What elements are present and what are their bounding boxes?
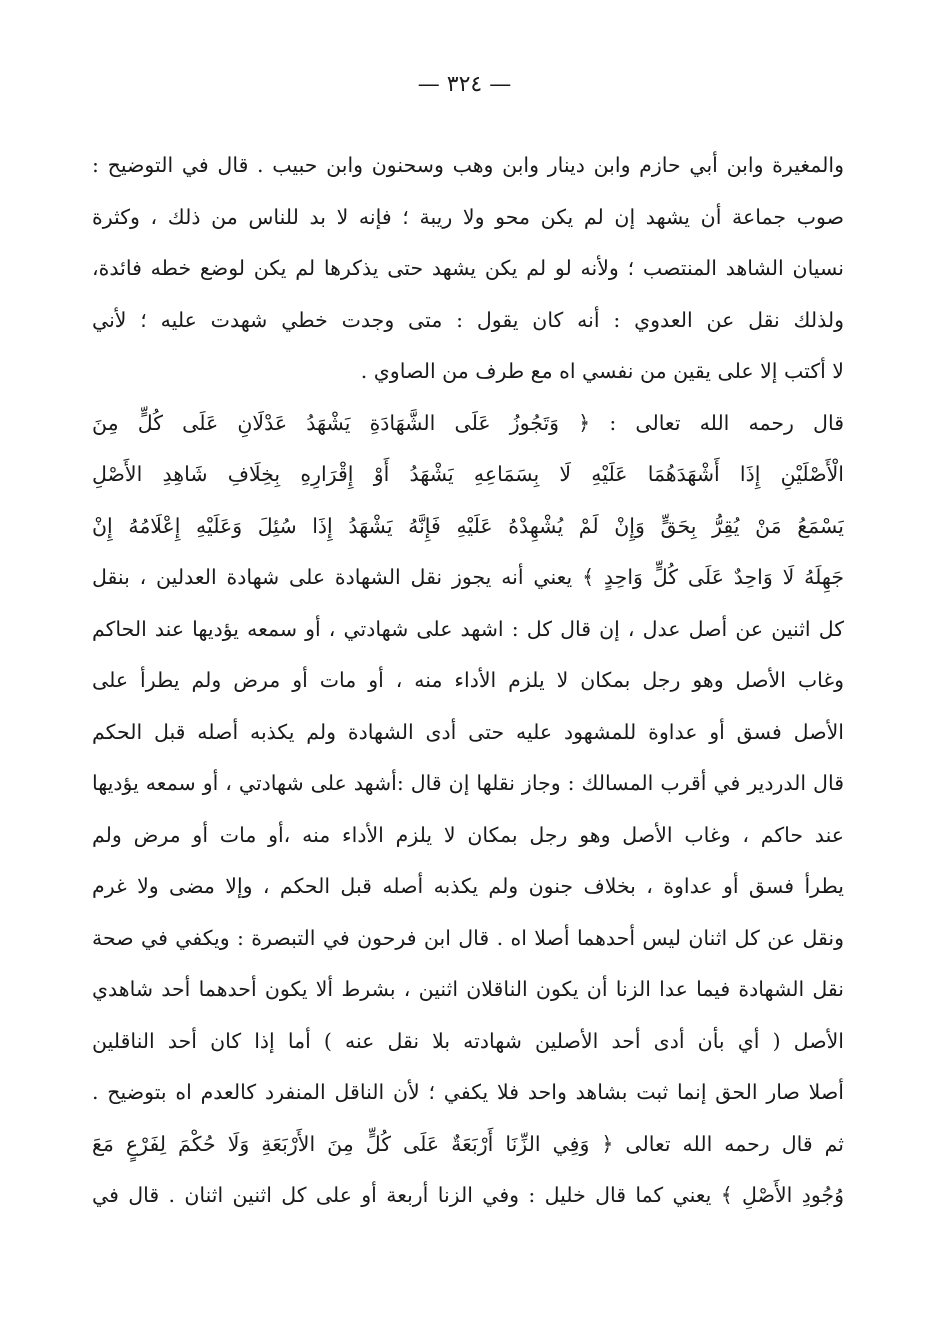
text-line: ثم قال رحمه الله تعالى ﴿ وَفِي الزِّنَا أَرْبَعَةٌ عَلَى كُلٍّ مِنَ الأَرْبَعَةِ وَلَا حُكْمَ لِفَرْعٍ مَعَ	[92, 1131, 844, 1156]
text-line: لا أكتب إلا على يقين من نفسي اه مع طرف من الصاوي .	[360, 359, 844, 383]
text-line: الأصل ( أي بأن أدى أحد الأصلين شهادته بلا نقل عنه ) أما إذا كان أحد الناقلين	[92, 1028, 844, 1053]
text-line: صوب جماعة أن يشهد إن لم يكن محو ولا ريبة ؛ فإنه لا بد للناس من ذلك ، وكثرة	[92, 204, 844, 229]
text-line: وغاب الأصل وهو رجل بمكان لا يلزم الأداء منه ، أو مات أو مرض ولم يطرأ على	[92, 668, 844, 692]
text-line: قال الدردير في أقرب المسالك : وجاز نقلها إن قال :أشهد على شهادتي ، أو سمعه يؤديها	[92, 771, 844, 795]
body-text	[92, 140, 844, 1222]
text-line: ولذلك نقل عن العدوي : أنه كان يقول : متى وجدت خطي شهدت عليه ؛ لأني	[92, 307, 844, 332]
text-line: الْأَصْلَيْنِ إِذَا أَشْهَدَهُمَا عَلَيْهِ لَا بِسَمَاعِهِ يَشْهَدُ أَوْ إِقْرَارِهِ بِخِلَافِ شَاهِدِ الأَصْلِ	[92, 462, 844, 486]
text-line: قال رحمه الله تعالى : ﴿ وَتَجُوزُ عَلَى الشَّهَادَةِ يَشْهَدُ عَدْلَانِ عَلَى كُلٍّ مِنَ	[92, 410, 844, 435]
text-line: جَهِلَهُ لَا وَاحِدٌ عَلَى كُلٍّ وَاحِدٍ ﴾ يعني أنه يجوز نقل الشهادة على شهادة العدلين ، بنقل	[92, 565, 844, 589]
text-line: والمغيرة وابن أبي حازم وابن دينار وابن وهب وسحنون وابن حبيب . قال في التوضيح :	[92, 153, 844, 177]
text-line: وُجُودِ الأَصْلِ ﴾ يعني كما قال خليل : وفي الزنا أربعة أو على كل اثنين اثنان . قال في	[92, 1183, 844, 1207]
page-number: — ٣٢٤ —	[417, 72, 512, 97]
text-line: نسيان الشاهد المنتصب ؛ ولأنه لو لم يكن يشهد حتى يذكرها لم يكن لوضع خطه فائدة،	[92, 256, 844, 280]
text-line: يَسْمَعُ مَنْ يُقِرُّ بِحَقٍّ وَإِنْ لَمْ يُشْهِدْهُ عَلَيْهِ فَإِنَّهُ يَشْهَدُ إِذَا سُئِلَ وَعَلَيْهِ إِعْلَامُهُ إِنْ	[92, 513, 844, 538]
text-line: نقل الشهادة فيما عدا الزنا أن يكون الناقلان اثنين ، بشرط ألا يكون أحدهما أحد شاهدي	[92, 977, 844, 1001]
text-line: ونقل عن كل اثنان ليس أحدهما أصلا اه . قال ابن فرحون في التبصرة : ويكفي في صحة	[92, 925, 844, 950]
text-line: الأصل فسق أو عداوة للمشهود عليه حتى أدى الشهادة ولم يكذبه أصله قبل الحكم	[92, 719, 844, 744]
text-line: أصلا صار الحق إنما ثبت بشاهد واحد فلا يكفي ؛ لأن الناقل المنفرد كالعدم اه بتوضيح .	[92, 1080, 844, 1104]
text-line: يطرأ فسق أو عداوة ، بخلاف جنون ولم يكذبه أصله قبل الحكم ، وإلا مضى ولا غرم	[92, 874, 844, 898]
text-line: عند حاكم ، وغاب الأصل وهو رجل بمكان لا يلزم الأداء منه ،أو مات أو مرض ولم	[92, 822, 844, 847]
text-line: كل اثنين عن أصل عدل ، إن قال كل : اشهد على شهادتي ، أو سمعه يؤديها عند الحاكم	[92, 616, 844, 641]
